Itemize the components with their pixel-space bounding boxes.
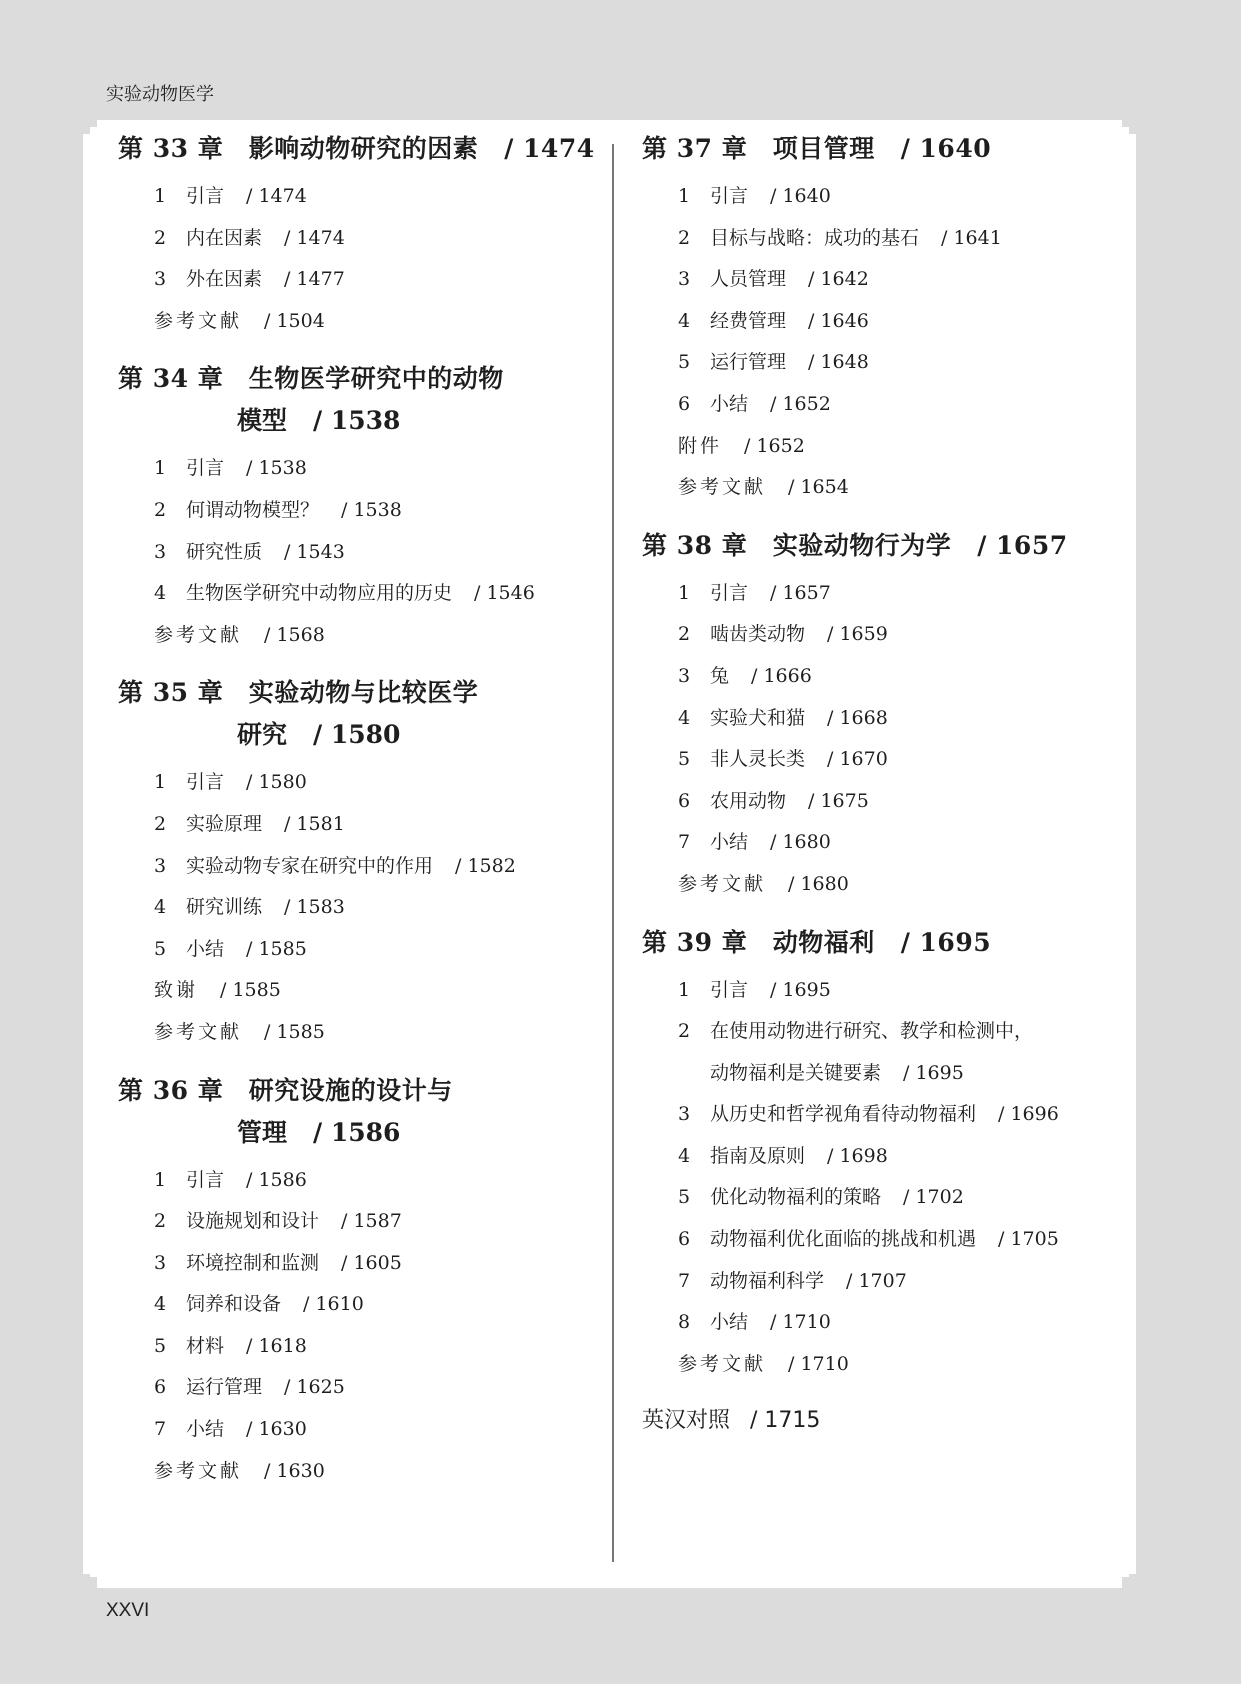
entry-title: 在使用动物进行研究、教学和检测中， bbox=[710, 1020, 1034, 1043]
toc-entry[interactable] bbox=[118, 929, 598, 971]
toc-right-column bbox=[642, 128, 1112, 1441]
entry-number: 1 bbox=[154, 1168, 167, 1191]
entry-page: / 1707 bbox=[846, 1269, 907, 1292]
entry-title: 内在因素 bbox=[186, 226, 263, 249]
toc-entry[interactable] bbox=[118, 804, 598, 846]
entry-page: / 1652 bbox=[770, 392, 831, 415]
entry-title: 运行管理 bbox=[186, 1376, 263, 1399]
entry-title: 参考文献 bbox=[154, 1020, 243, 1043]
toc-left-column bbox=[118, 128, 598, 1508]
entry-page: / 1585 bbox=[220, 979, 281, 1002]
toc-entry[interactable] bbox=[642, 1053, 1112, 1095]
entry-list bbox=[642, 170, 1112, 525]
chapter-title-text: 第 35 章 实验动物与比较医学 bbox=[118, 678, 479, 708]
entry-page: / 1695 bbox=[903, 1061, 964, 1084]
entry-title: 引言 bbox=[186, 771, 225, 794]
entry-number: 3 bbox=[678, 1103, 691, 1126]
entry-title: 小结 bbox=[186, 1418, 225, 1441]
toc-entry[interactable] bbox=[118, 301, 598, 343]
toc-entry[interactable] bbox=[642, 1219, 1112, 1261]
entry-page: / 1680 bbox=[788, 872, 849, 895]
entry-number: 4 bbox=[678, 706, 691, 729]
entry-title: 引言 bbox=[186, 185, 225, 207]
toc-entry[interactable] bbox=[118, 532, 598, 574]
entry-number: 6 bbox=[678, 392, 691, 415]
entry-number: 5 bbox=[678, 351, 691, 374]
entry-number: 4 bbox=[678, 309, 691, 332]
entry-title: 饲养和设备 bbox=[186, 1293, 282, 1316]
entry-title: 非人灵长类 bbox=[710, 748, 806, 771]
toc-entry[interactable] bbox=[642, 176, 1112, 218]
entry-title: 实验原理 bbox=[186, 812, 263, 835]
entry-number: 1 bbox=[154, 457, 167, 480]
entry-page: / 1705 bbox=[998, 1228, 1059, 1251]
toc-entry[interactable] bbox=[118, 615, 598, 657]
entry-number: 2 bbox=[154, 226, 167, 249]
toc-entry[interactable] bbox=[118, 1201, 598, 1243]
entry-page: / 1583 bbox=[284, 896, 345, 919]
toc-entry[interactable] bbox=[118, 762, 598, 804]
chapter-page: / 1538 bbox=[313, 406, 401, 436]
entry-number: 4 bbox=[154, 896, 167, 919]
toc-entry[interactable] bbox=[642, 864, 1112, 906]
toc-entry[interactable] bbox=[642, 822, 1112, 864]
chapter-page: / 1580 bbox=[313, 720, 401, 750]
entry-page: / 1568 bbox=[264, 623, 325, 646]
entry-page: / 1580 bbox=[246, 771, 307, 794]
entry-list bbox=[642, 567, 1112, 922]
entry-number: 3 bbox=[678, 268, 691, 291]
entry-title: 经费管理 bbox=[710, 309, 787, 332]
entry-title: 生物医学研究中动物应用的历史 bbox=[186, 582, 453, 605]
toc-entry[interactable] bbox=[642, 467, 1112, 509]
entry-page: / 1625 bbox=[284, 1376, 345, 1399]
entry-number: 2 bbox=[678, 1020, 691, 1043]
entry-number: 3 bbox=[154, 854, 167, 877]
page-number: XXVI bbox=[106, 1600, 150, 1621]
entry-title: 动物福利是关键要素 bbox=[710, 1061, 882, 1084]
column-divider bbox=[612, 144, 614, 1562]
entry-page: / 1710 bbox=[770, 1311, 831, 1334]
entry-title: 小结 bbox=[710, 392, 749, 415]
chapter-title[interactable] bbox=[118, 400, 598, 442]
entry-page: / 1670 bbox=[827, 748, 888, 771]
entry-title: 动物福利科学 bbox=[710, 1269, 825, 1292]
toc-entry[interactable] bbox=[642, 1094, 1112, 1136]
chapter-section bbox=[642, 128, 1112, 525]
entry-number: 3 bbox=[154, 1251, 167, 1274]
entry-page: / 1698 bbox=[827, 1144, 888, 1167]
entry-page: / 1680 bbox=[770, 831, 831, 854]
chapter-title-text: 第 38 章 实验动物行为学 bbox=[642, 530, 952, 560]
entry-title: 农用动物 bbox=[710, 789, 787, 812]
entry-title: 小结 bbox=[710, 831, 749, 854]
chapter-title[interactable] bbox=[642, 525, 1112, 567]
entry-page: / 1610 bbox=[303, 1293, 364, 1316]
entry-title: 设施规划和设计 bbox=[186, 1210, 320, 1233]
entry-page: / 1646 bbox=[808, 309, 869, 332]
toc-entry[interactable] bbox=[642, 1302, 1112, 1344]
entry-title: 引言 bbox=[710, 978, 749, 1001]
corner-square bbox=[1119, 127, 1129, 137]
chapter-title[interactable] bbox=[118, 1112, 598, 1154]
entry-title: 外在因素 bbox=[186, 268, 263, 291]
entry-page: / 1654 bbox=[788, 476, 849, 499]
toc-entry[interactable] bbox=[642, 1344, 1112, 1386]
chapter-title[interactable] bbox=[118, 128, 598, 170]
entry-list bbox=[118, 756, 598, 1069]
entry-title: 小结 bbox=[186, 937, 225, 960]
entry-number: 6 bbox=[678, 1228, 691, 1251]
chapter-title-text: 管理 bbox=[237, 1117, 288, 1147]
toc-entry[interactable] bbox=[642, 301, 1112, 343]
entry-number: 5 bbox=[678, 748, 691, 771]
chapter-section bbox=[118, 128, 598, 358]
entry-page: / 1695 bbox=[770, 978, 831, 1001]
entry-page: / 1477 bbox=[284, 268, 345, 291]
entry-number: 5 bbox=[678, 1186, 691, 1209]
chapter-page: / 1695 bbox=[900, 927, 992, 957]
entry-number: 1 bbox=[154, 185, 167, 207]
entry-title: 小结 bbox=[710, 1311, 749, 1334]
entry-title: 人员管理 bbox=[710, 268, 787, 291]
toc-entry[interactable] bbox=[642, 698, 1112, 740]
entry-title: 致谢 bbox=[154, 979, 199, 1002]
entry-title: 引言 bbox=[710, 581, 749, 604]
entry-number: 1 bbox=[678, 978, 691, 1001]
entry-page: / 1605 bbox=[341, 1251, 402, 1274]
entry-title: 从历史和哲学视角看待动物福利 bbox=[710, 1103, 977, 1126]
entry-page: / 1474 bbox=[284, 226, 345, 249]
entry-title: 啮齿类动物 bbox=[710, 623, 806, 646]
entry-page: / 1642 bbox=[808, 268, 869, 291]
entry-title: 参考文献 bbox=[154, 309, 243, 332]
toc-entry[interactable] bbox=[118, 970, 598, 1012]
chapter-title-text: 第 33 章 影响动物研究的因素 bbox=[118, 134, 479, 163]
toc-entry[interactable] bbox=[118, 846, 598, 888]
toc-entry[interactable] bbox=[118, 176, 598, 218]
toc-entry[interactable] bbox=[642, 656, 1112, 698]
entry-number: 7 bbox=[154, 1418, 167, 1441]
chapter-page: / 1474 bbox=[504, 134, 595, 163]
toc-entry[interactable] bbox=[118, 887, 598, 929]
entry-page: / 1657 bbox=[770, 581, 831, 604]
entry-number: 7 bbox=[678, 831, 691, 854]
toc-entry[interactable] bbox=[642, 1011, 1112, 1053]
toc-entry[interactable] bbox=[118, 259, 598, 301]
entry-page: / 1585 bbox=[264, 1020, 325, 1043]
toc-entry[interactable] bbox=[118, 490, 598, 532]
toc-entry[interactable] bbox=[642, 384, 1112, 426]
chapter-section bbox=[642, 922, 1112, 1402]
entry-list bbox=[642, 964, 1112, 1402]
toc-entry[interactable] bbox=[642, 342, 1112, 384]
entry-number: 4 bbox=[154, 582, 167, 605]
toc-entry[interactable] bbox=[642, 259, 1112, 301]
entry-title: 材料 bbox=[186, 1334, 225, 1357]
entry-title: 引言 bbox=[710, 185, 749, 207]
toc-entry[interactable] bbox=[642, 218, 1112, 260]
chapter-section bbox=[642, 525, 1112, 922]
toc-entry[interactable] bbox=[642, 970, 1112, 1012]
toc-entry[interactable] bbox=[118, 1326, 598, 1368]
entry-number: 6 bbox=[154, 1376, 167, 1399]
entry-page: / 1538 bbox=[246, 457, 307, 480]
entry-page: / 1675 bbox=[808, 789, 869, 812]
entry-page: / 1618 bbox=[246, 1334, 307, 1357]
entry-list bbox=[118, 442, 598, 672]
entry-title: 附件 bbox=[678, 434, 723, 457]
toc-entry[interactable] bbox=[118, 1284, 598, 1326]
entry-title: 兔 bbox=[710, 664, 730, 687]
chapter-title-text: 第 36 章 研究设施的设计与 bbox=[118, 1075, 453, 1105]
entry-title: 优化动物福利的策略 bbox=[710, 1186, 882, 1209]
entry-number: 5 bbox=[154, 937, 167, 960]
entry-page: / 1581 bbox=[284, 812, 345, 835]
toc-entry[interactable] bbox=[118, 1160, 598, 1202]
corner-square bbox=[1119, 1567, 1129, 1577]
toc-entry[interactable] bbox=[642, 1177, 1112, 1219]
entry-page: / 1538 bbox=[341, 498, 402, 521]
entry-title: 运行管理 bbox=[710, 351, 787, 374]
entry-page: / 1630 bbox=[246, 1418, 307, 1441]
entry-title: 参考文献 bbox=[154, 1459, 243, 1482]
entry-page: / 1696 bbox=[998, 1103, 1059, 1126]
entry-title: 引言 bbox=[186, 1168, 225, 1191]
entry-page: / 1641 bbox=[941, 226, 1002, 249]
entry-number: 5 bbox=[154, 1334, 167, 1357]
chapter-section bbox=[118, 672, 598, 1069]
entry-number: 4 bbox=[678, 1144, 691, 1167]
toc-entry[interactable] bbox=[642, 1261, 1112, 1303]
chapter-title-text: 第 39 章 动物福利 bbox=[642, 927, 875, 957]
entry-page: / 1648 bbox=[808, 351, 869, 374]
glossary-title: 英汉对照 bbox=[642, 1408, 731, 1434]
toc-entry[interactable] bbox=[642, 739, 1112, 781]
chapter-section bbox=[118, 358, 598, 672]
entry-list bbox=[118, 1154, 598, 1509]
toc-entry[interactable] bbox=[118, 1409, 598, 1451]
corner-square bbox=[90, 1567, 100, 1577]
toc-entry[interactable] bbox=[118, 218, 598, 260]
entry-number: 3 bbox=[678, 664, 691, 687]
toc-entry[interactable] bbox=[118, 448, 598, 490]
entry-title: 参考文献 bbox=[678, 476, 767, 499]
entry-page: / 1702 bbox=[903, 1186, 964, 1209]
entry-number: 2 bbox=[154, 498, 167, 521]
toc-entry[interactable] bbox=[642, 1136, 1112, 1178]
chapter-section bbox=[118, 1070, 598, 1509]
entry-number: 2 bbox=[678, 226, 691, 249]
chapter-page: / 1657 bbox=[977, 530, 1068, 560]
entry-page: / 1652 bbox=[744, 434, 805, 457]
chapter-title[interactable] bbox=[118, 1070, 598, 1112]
entry-title: 目标与战略：成功的基石 bbox=[710, 226, 920, 249]
entry-page: / 1504 bbox=[264, 309, 325, 332]
entry-number: 4 bbox=[154, 1293, 167, 1316]
entry-list bbox=[118, 170, 598, 358]
entry-number: 2 bbox=[154, 1210, 167, 1233]
entry-title: 研究训练 bbox=[186, 896, 263, 919]
toc-entry[interactable] bbox=[118, 1243, 598, 1285]
entry-number: 6 bbox=[678, 789, 691, 812]
toc-entry[interactable] bbox=[118, 1451, 598, 1493]
entry-title: 实验犬和猫 bbox=[710, 706, 806, 729]
entry-page: / 1640 bbox=[770, 185, 831, 207]
chapter-title[interactable] bbox=[118, 672, 598, 714]
entry-number: 1 bbox=[678, 581, 691, 604]
entry-page: / 1710 bbox=[788, 1352, 849, 1375]
toc-entry[interactable] bbox=[642, 781, 1112, 823]
chapter-title[interactable] bbox=[642, 922, 1112, 964]
chapter-title[interactable] bbox=[118, 714, 598, 756]
entry-title: 指南及原则 bbox=[710, 1144, 806, 1167]
entry-title: 动物福利优化面临的挑战和机遇 bbox=[710, 1228, 977, 1251]
chapter-page: / 1586 bbox=[313, 1117, 401, 1147]
entry-number: 3 bbox=[154, 540, 167, 563]
entry-page: / 1586 bbox=[246, 1168, 307, 1191]
toc-entry[interactable] bbox=[642, 573, 1112, 615]
entry-page: / 1659 bbox=[827, 623, 888, 646]
entry-page: / 1630 bbox=[264, 1459, 325, 1482]
entry-title: 环境控制和监测 bbox=[186, 1251, 320, 1274]
entry-title: 引言 bbox=[186, 457, 225, 480]
entry-number: 8 bbox=[678, 1311, 691, 1334]
entry-page: / 1668 bbox=[827, 706, 888, 729]
chapter-title-text: 研究 bbox=[237, 720, 288, 750]
chapter-title-text: 第 34 章 生物医学研究中的动物 bbox=[118, 364, 504, 394]
running-head: 实验动物医学 bbox=[106, 84, 214, 105]
chapter-page: / 1640 bbox=[900, 134, 992, 163]
entry-title: 实验动物专家在研究中的作用 bbox=[186, 854, 434, 877]
entry-page: / 1666 bbox=[751, 664, 812, 687]
entry-page: / 1587 bbox=[341, 1210, 402, 1233]
entry-page: / 1582 bbox=[455, 854, 516, 877]
entry-number: 2 bbox=[154, 812, 167, 835]
corner-square bbox=[90, 127, 100, 137]
entry-number: 2 bbox=[678, 623, 691, 646]
toc-entry[interactable] bbox=[118, 1367, 598, 1409]
entry-page: / 1474 bbox=[246, 185, 307, 207]
chapter-title[interactable] bbox=[118, 358, 598, 400]
entry-title: 研究性质 bbox=[186, 540, 263, 563]
entry-title: 参考文献 bbox=[154, 623, 243, 646]
entry-page: / 1585 bbox=[246, 937, 307, 960]
glossary-entry[interactable] bbox=[642, 1401, 1112, 1441]
entry-title: 参考文献 bbox=[678, 1352, 767, 1375]
toc-entry[interactable] bbox=[642, 614, 1112, 656]
entry-number: 3 bbox=[154, 268, 167, 291]
chapter-title-text: 模型 bbox=[237, 406, 288, 436]
chapter-title-text: 第 37 章 项目管理 bbox=[642, 134, 875, 163]
glossary-page: / 1715 bbox=[750, 1408, 821, 1434]
toc-entry[interactable] bbox=[642, 426, 1112, 468]
toc-entry[interactable] bbox=[118, 573, 598, 615]
entry-number: 1 bbox=[678, 185, 691, 207]
entry-title: 参考文献 bbox=[678, 872, 767, 895]
toc-entry[interactable] bbox=[118, 1012, 598, 1054]
chapter-title[interactable] bbox=[642, 128, 1112, 170]
entry-number: 1 bbox=[154, 771, 167, 794]
entry-number: 7 bbox=[678, 1269, 691, 1292]
entry-page: / 1546 bbox=[474, 582, 535, 605]
entry-title: 何谓动物模型？ bbox=[186, 498, 320, 521]
entry-page: / 1543 bbox=[284, 540, 345, 563]
